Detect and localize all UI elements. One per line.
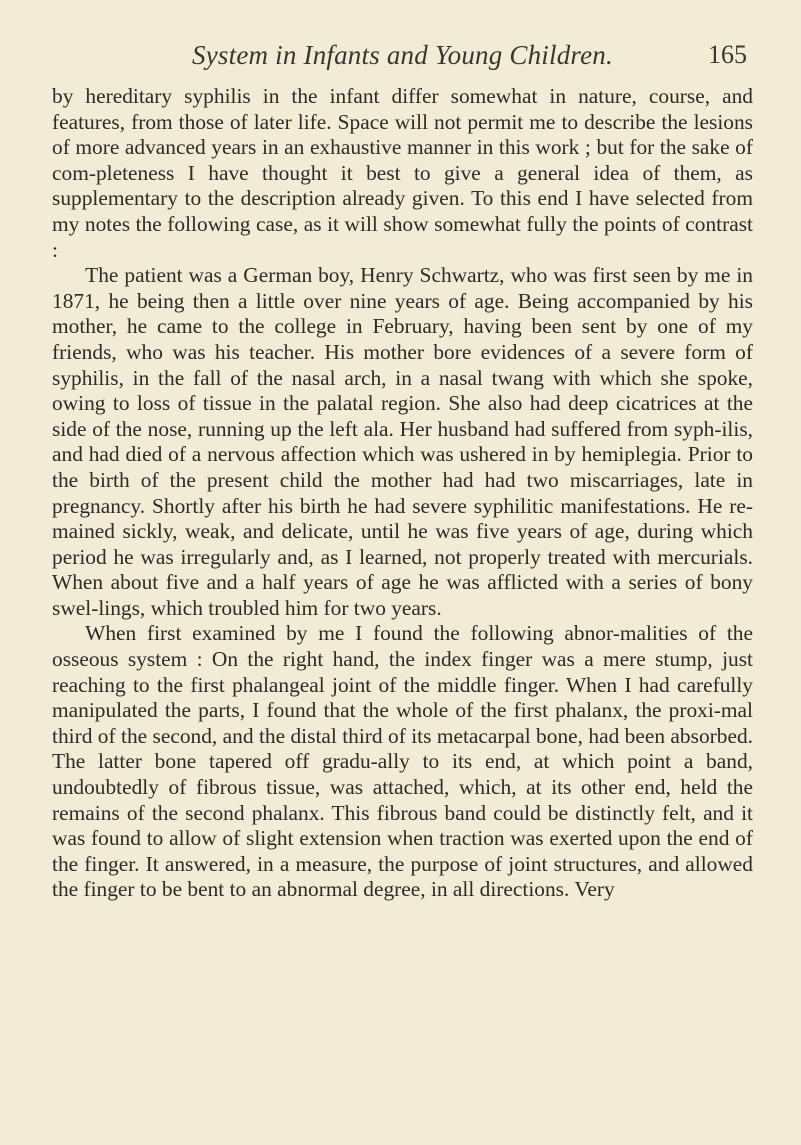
- paragraph-case-history: The patient was a German boy, Henry Schwartz, who was first seen by me in 1871, he being then a little over nine years of age. Being accompanied by his mother, he came to the college in February, having been sent by one of my friends, who was his teacher. His mother bore evidences of a severe form of syphilis, in the fall of the nasal arch, in a nasal twang with which she spoke, owing to loss of tissue in the palatal region. She also had deep cicatrices at the side of the nose, running up the left ala. Her husband had suffered from syph-ilis, and had died of a nervous affection which was ushered in by hemiplegia. Prior to the birth of the present child the mother had had two miscarriages, late in pregnancy. Shortly after his birth he had severe syphilitic manifestations. He re-mained sickly, weak, and delicate, until he was five years of age, during which period he was irregularly and, as I learned, not properly treated with mercurials. When about five and a half years of age he was afflicted with a series of bony swel-lings, which troubled him for two years.: [52, 263, 753, 620]
- page-number: 165: [708, 40, 747, 69]
- body-text: [52, 84, 753, 903]
- paragraph-continuation: by hereditary syphilis in the infant differ somewhat in nature, course, and features, from those of later life. Space will not permit me to describe the lesions of more advanced years in an exhaustive manner in this work ; but for the sake of com-pleteness I have thought it best to give a general idea of them, as supplementary to the description already given. To this end I have selected from my notes the following case, as it will show somewhat fully the points of contrast :: [52, 84, 753, 262]
- running-head: [52, 40, 753, 82]
- paragraph-examination: When first examined by me I found the following abnor-malities of the osseous system : On the right hand, the index finger was a mere stump, just reaching to the first phalangeal joint of the middle finger. When I had carefully manipulated the parts, I found that the whole of the first phalanx, the proxi-mal third of the second, and the distal third of its metacarpal bone, had been absorbed. The latter bone tapered off gradu-ally to its end, at which point a band, undoubtedly of fibrous tissue, was attached, which, at its other end, held the remains of the second phalanx. This fibrous band could be distinctly felt, and it was found to allow of slight extension when traction was exerted upon the end of the finger. It answered, in a measure, the purpose of joint structures, and allowed the finger to be bent to an abnormal degree, in all directions. Very: [52, 621, 753, 902]
- running-title: System in Infants and Young Children.: [192, 40, 613, 70]
